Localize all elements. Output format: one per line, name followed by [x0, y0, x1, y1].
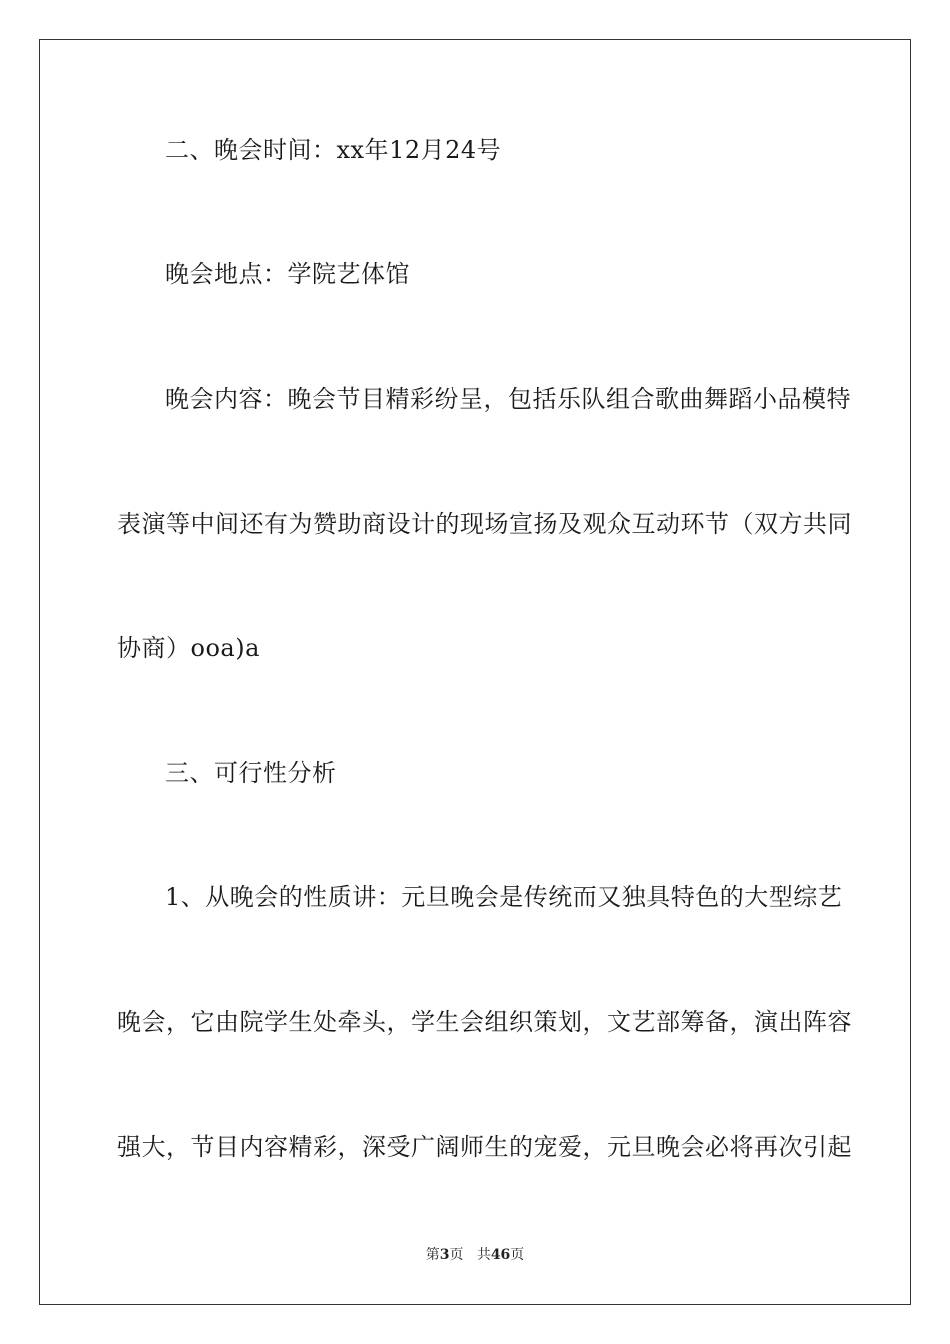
page-total-prefix: 共 — [476, 1247, 491, 1263]
section-heading-time: 二、晚会时间：xx年12月24号 — [165, 136, 502, 164]
section-heading-feasibility: 三、可行性分析 — [165, 759, 337, 787]
page-border — [39, 39, 911, 1305]
page-number-total: 46 — [490, 1247, 511, 1263]
paragraph-content-line-3: 协商）ooa)a — [117, 634, 260, 662]
page-number-current: 3 — [439, 1247, 450, 1263]
paragraph-nature-line-1: 1、从晚会的性质讲：元旦晚会是传统而又独具特色的大型综艺 — [165, 883, 843, 911]
paragraph-content-line-1: 晚会内容：晚会节目精彩纷呈，包括乐队组合歌曲舞蹈小品模特 — [165, 385, 851, 413]
paragraph-nature-line-2: 晚会，它由院学生处牵头，学生会组织策划，文艺部筹备，演出阵容 — [117, 1008, 852, 1036]
page-total-suffix: 页 — [510, 1247, 525, 1263]
paragraph-nature-line-3: 强大，节目内容精彩，深受广阔师生的宠爱，元旦晚会必将再次引起 — [117, 1133, 852, 1161]
paragraph-content-line-2: 表演等中间还有为赞助商设计的现场宣扬及观众互动环节（双方共同 — [117, 510, 852, 538]
page-number-prefix: 第 — [425, 1247, 440, 1263]
page-number-suffix: 页 — [449, 1247, 464, 1263]
page-footer — [0, 1246, 950, 1264]
paragraph-venue: 晚会地点：学院艺体馆 — [165, 260, 410, 288]
